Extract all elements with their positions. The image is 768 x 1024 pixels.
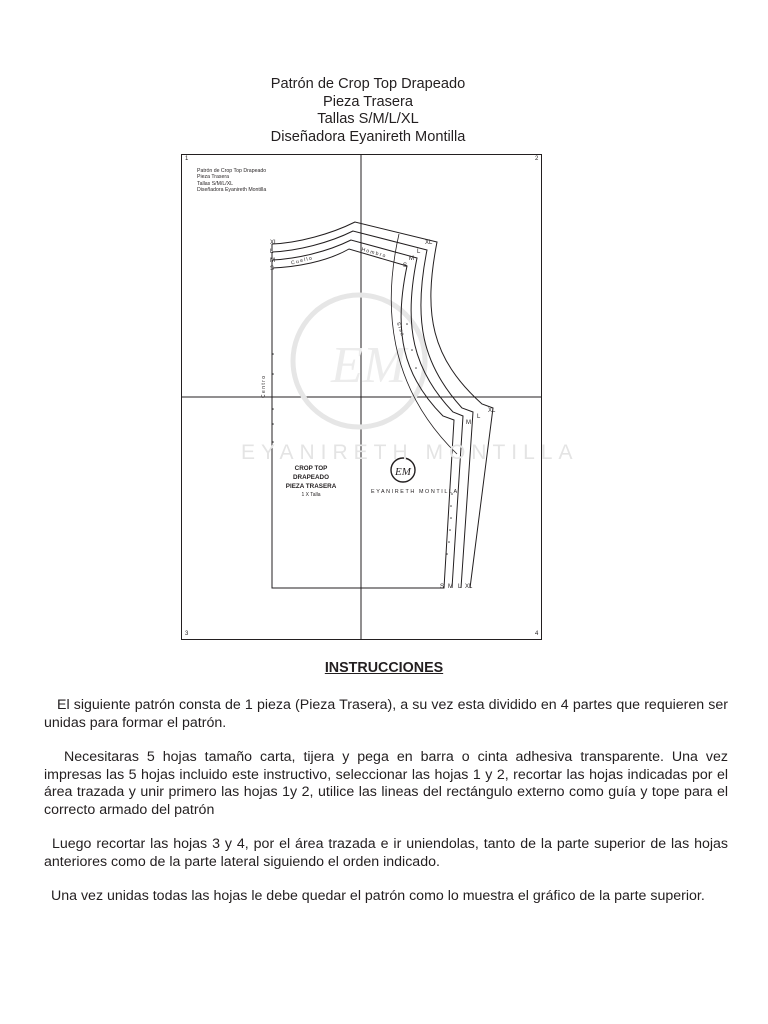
piece-label-qty: 1 X Talla bbox=[301, 492, 321, 498]
hem-size-label: M bbox=[448, 584, 453, 590]
neck-size-label: XL bbox=[270, 240, 278, 246]
neck-line-text: C u e l l o bbox=[290, 255, 313, 267]
side-size-label: XL bbox=[488, 408, 496, 414]
instruction-paragraph-3: Luego recortar las hojas 3 y 4, por el área trazada e ir uniendolas, tanto de la parte superior de las hojas anteriores como de la parte lateral siguiendo el orden indicado. bbox=[44, 836, 728, 870]
watermark-initials: EM bbox=[331, 337, 407, 394]
mini-info-line: Patrón de Crop Top Drapeado bbox=[197, 168, 267, 174]
brand-initials: EM bbox=[395, 466, 411, 478]
quadrant-number-4: 4 bbox=[535, 631, 539, 637]
neck-size-label: S bbox=[270, 266, 275, 272]
pattern-outline-m bbox=[272, 240, 463, 588]
piece-label-line: PIEZA TRASERA bbox=[285, 483, 337, 490]
quadrant-number-1: 1 bbox=[185, 156, 189, 162]
piece-label bbox=[279, 464, 343, 499]
shoulder-size-label: L bbox=[417, 249, 421, 255]
center-line-text: C e n t r o bbox=[260, 376, 267, 398]
neck-size-label: L bbox=[270, 249, 274, 255]
subtitle-piece: Pieza Trasera bbox=[322, 93, 414, 110]
title-line: Patrón de Crop Top Drapeado bbox=[270, 76, 466, 92]
sisa-line-text: S i s a bbox=[394, 321, 406, 337]
hem-size-label: XL bbox=[465, 584, 473, 590]
quadrant-number-3: 3 bbox=[185, 631, 189, 637]
quadrant-number-2: 2 bbox=[535, 156, 539, 162]
shoulder-size-label: M bbox=[409, 256, 414, 262]
hem-size-label: L bbox=[458, 584, 462, 590]
pattern-sheet bbox=[181, 154, 579, 640]
mini-info-line: Pieza Trasera bbox=[197, 174, 230, 181]
mini-info-line: Diseñadora Eyanireth Montilla bbox=[197, 186, 267, 193]
instruction-paragraph-2: Necesitaras 5 hojas tamaño carta, tijera y pega en barra o cinta adhesiva transparente. Una vez impresas las 5 hojas incluido este instructivo, seleccionar las hojas 1 y 2, recortar las hojas indicadas por el área trazada y unir primero las hojas 1y 2, utilice las lineas del rectángulo externo como guía y tope para el correcto armado del patrón bbox=[44, 749, 728, 818]
hem-size-label: S bbox=[440, 584, 445, 590]
instruction-paragraph-4: Una vez unidas todas las hojas le debe quedar el patrón como lo muestra el gráfico de la parte superior. bbox=[51, 888, 705, 904]
brand-name: EYANIRETH MONTILLA bbox=[371, 489, 459, 495]
side-size-label: L bbox=[477, 414, 481, 420]
instruction-paragraph-1: El siguiente patrón consta de 1 pieza (Pieza Trasera), a su vez esta dividido en 4 partes que requieren ser unidas para formar el patrón. bbox=[44, 697, 728, 731]
side-size-label: M bbox=[466, 420, 471, 426]
pattern-outline-l bbox=[272, 231, 473, 588]
mini-info-block bbox=[197, 168, 266, 193]
instructions-heading: INSTRUCCIONES bbox=[324, 660, 444, 676]
neck-size-label: M bbox=[270, 258, 275, 264]
shoulder-size-label: XL bbox=[425, 240, 433, 246]
shoulder-line-text: H o m b r o bbox=[360, 246, 387, 260]
pattern-drawing bbox=[181, 154, 542, 640]
subtitle-sizes: Tallas S/M/L/XL bbox=[317, 111, 419, 127]
document-title-block bbox=[0, 76, 736, 146]
mini-info-line: Tallas S/M/L/XL bbox=[197, 180, 234, 187]
watermark-name: EYANIRETH MONTILLA bbox=[241, 441, 579, 464]
piece-label-line: CROP TOP DRAPEADO bbox=[292, 465, 330, 481]
subtitle-designer: Diseñadora Eyanireth Montilla bbox=[270, 128, 466, 145]
shoulder-size-label: S bbox=[403, 263, 408, 269]
